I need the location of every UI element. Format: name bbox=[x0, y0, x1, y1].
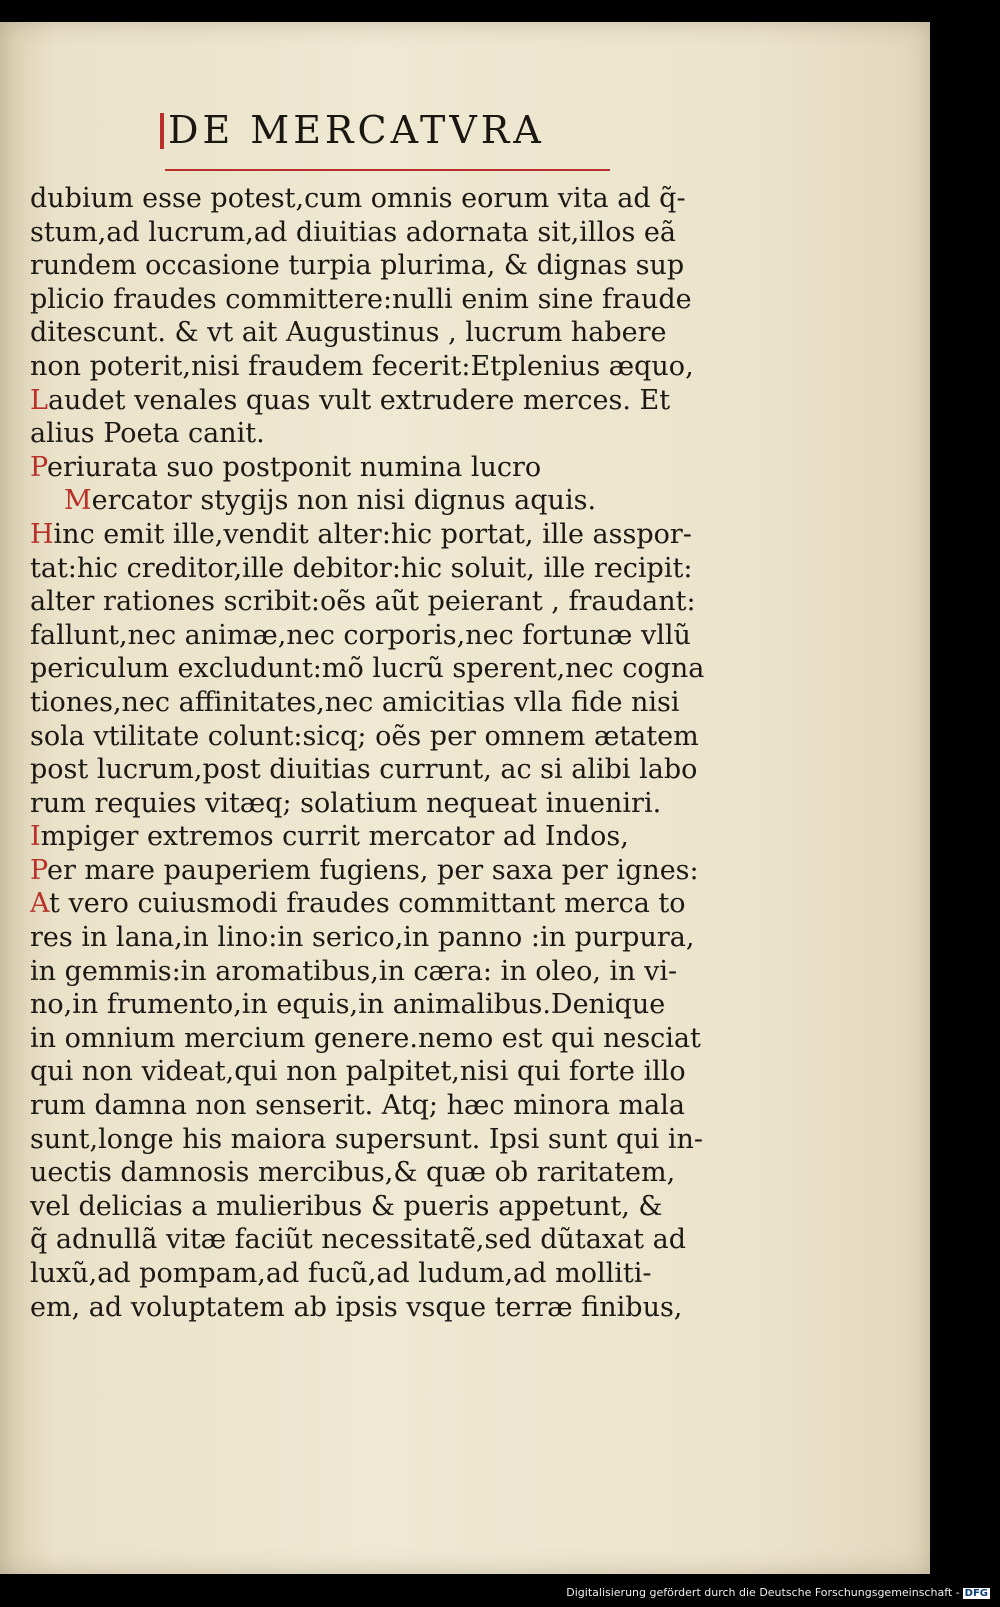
text-line: em, ad voluptatem ab ipsis vsque terræ finibus, bbox=[30, 1291, 683, 1323]
text-line: periculum excludunt:mõ lucrũ sperent,nec cogna bbox=[30, 653, 705, 685]
text-line: rum requies vitæq; solatium nequeat inueniri. bbox=[30, 787, 662, 819]
text-line: tiones,nec affinitates,nec amicitias vlla fide nisi bbox=[30, 686, 680, 718]
rubricated-initial: P bbox=[30, 451, 47, 483]
rubricated-initial: P bbox=[30, 854, 47, 886]
text-line: q̃ adnullã vitæ faciũt necessitatẽ,sed dũtaxat ad bbox=[30, 1224, 686, 1256]
text-line: sola vtilitate colunt:sicq; oẽs per omnem ætatem bbox=[30, 720, 699, 752]
text-line: alius Poeta canit. bbox=[30, 418, 265, 450]
text-line: At vero cuiusmodi fraudes committant merca to bbox=[30, 888, 686, 920]
text-line: dubium esse potest,cum omnis eorum vita ad q̃- bbox=[30, 183, 686, 214]
running-head-text: DE MERCATVRA bbox=[168, 108, 545, 152]
text-line: no,in frumento,in equis,in animalibus.Denique bbox=[30, 989, 666, 1021]
text-line: alter rationes scribit:oẽs aũt peierant , fraudant: bbox=[30, 586, 696, 618]
text-line: rum damna non senserit. Atq; hæc minora mala bbox=[30, 1090, 685, 1122]
verse-line: Per mare pauperiem fugiens, per saxa per ignes: bbox=[30, 854, 699, 886]
rubric-mark bbox=[160, 113, 164, 149]
rubricated-initial: M bbox=[64, 485, 92, 517]
text-line: non poterit,nisi fraudem fecerit:Etplenius æquo, bbox=[30, 350, 694, 382]
verse-line: Impiger extremos currit mercator ad Indos, bbox=[30, 821, 629, 853]
running-head bbox=[160, 108, 545, 152]
text-line: post lucrum,post diuitias currunt, ac si alibi labo bbox=[30, 754, 698, 786]
text-line: rundem occasione turpia plurima, & dignas sup bbox=[30, 250, 685, 282]
text-line: plicio fraudes committere:nulli enim sine fraude bbox=[30, 283, 692, 315]
book-page bbox=[0, 22, 930, 1574]
text-line: Laudet venales quas vult extrudere merces. Et bbox=[30, 384, 671, 416]
dfg-logo: DFG bbox=[964, 1588, 988, 1599]
text-line: sunt,longe his maiora supersunt. Ipsi sunt qui in- bbox=[30, 1123, 704, 1155]
text-line: uectis damnosis mercibus,& quæ ob raritatem, bbox=[30, 1157, 676, 1189]
text-line: luxũ,ad pompam,ad fucũ,ad ludum,ad molliti- bbox=[30, 1258, 652, 1289]
rubricated-initial: L bbox=[30, 384, 48, 416]
rubricated-initial: A bbox=[30, 888, 50, 920]
text-line: tat:hic creditor,ille debitor:hic soluit, ille recipit: bbox=[30, 552, 693, 584]
body-text bbox=[30, 182, 720, 1324]
text-line: fallunt,nec animæ,nec corporis,nec fortunæ vllũ bbox=[30, 619, 691, 651]
credit-text: Digitalisierung gefördert durch die Deutsche Forschungsgemeinschaft - bbox=[566, 1586, 960, 1599]
text-line: qui non videat,qui non palpitet,nisi qui forte illo bbox=[30, 1056, 686, 1088]
rubricated-initial: H bbox=[30, 518, 54, 550]
text-line: Hinc emit ille,vendit alter:hic portat, ille asspor- bbox=[30, 518, 692, 550]
verse-line: Mercator stygijs non nisi dignus aquis. bbox=[64, 485, 597, 517]
digitization-credit bbox=[566, 1586, 990, 1599]
rubricated-initial: I bbox=[30, 821, 41, 853]
text-line: vel delicias a mulieribus & pueris appetunt, & bbox=[30, 1190, 663, 1222]
text-line: res in lana,in lino:in serico,in panno :in purpura, bbox=[30, 922, 695, 954]
text-line: in omnium mercium genere.nemo est qui nesciat bbox=[30, 1022, 701, 1054]
verse-line: Periurata suo postponit numina lucro bbox=[30, 451, 542, 483]
text-line: in gemmis:in aromatibus,in cæra: in oleo, in vi- bbox=[30, 955, 678, 987]
text-line: stum,ad lucrum,ad diuitias adornata sit,illos eã bbox=[30, 216, 676, 248]
text-line: ditescunt. & vt ait Augustinus , lucrum habere bbox=[30, 317, 667, 349]
running-head-rule bbox=[165, 169, 610, 171]
